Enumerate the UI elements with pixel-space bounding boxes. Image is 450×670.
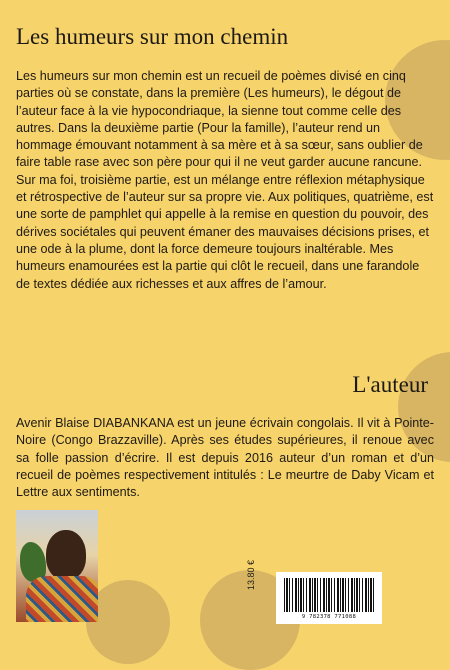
author-heading: L'auteur (352, 372, 428, 397)
author-photo (16, 510, 98, 622)
barcode-icon (284, 578, 376, 612)
photo-face (46, 530, 86, 580)
price-label: 13.80 € (246, 559, 256, 590)
isbn-number: 9 782378 771088 (301, 614, 357, 620)
decorative-circle (86, 580, 170, 664)
author-bio: Avenir Blaise DIABANKANA est un jeune écrivain congolais. Il vit à Pointe-Noire (Congo Brazzaville). Après ses études supérieures, il renoue avec sa folle passion d’écrire. Il est depuis 2016 auteur d’un roman et d’un recueil de poèmes respectivement intitulés : Le meurtre de Daby Vicam et Lettre aux sentiments. (16, 416, 434, 500)
book-summary: Les humeurs sur mon chemin est un recueil de poèmes divisé en cinq parties où se constate, dans la première (Les humeurs), le dégout de l’auteur face à la vie hypocondriaque, la sienne tout comme celle des autres. Dans la deuxième partie (Pour la famille), l’auteur rend un hommage émouvant notamment à sa mère et à sa sœur, sans oublier de faire table rase avec son père pour qui il ne veut garder aucune rancune. Sur ma foi, troisième partie, est un mélange entre réflexion métaphysique et rétrospective de l’auteur sur sa propre vie. Aux politiques, quatrième, est une sorte de pamphlet qui appelle à la remise en question du pouvoir, des dérives sociétales qui peuvent émaner des mauvaises décisions prises, et une ode à la plume, dont la force demeure toujours inaltérable. Mes humeurs enamourées est la partie qui clôt le recueil, dans une farandole de textes dédiée aux richesses et aux affres de l’amour. (16, 69, 434, 291)
barcode-label (276, 572, 382, 624)
book-title: Les humeurs sur mon chemin (16, 24, 289, 49)
photo-shirt (26, 576, 98, 622)
